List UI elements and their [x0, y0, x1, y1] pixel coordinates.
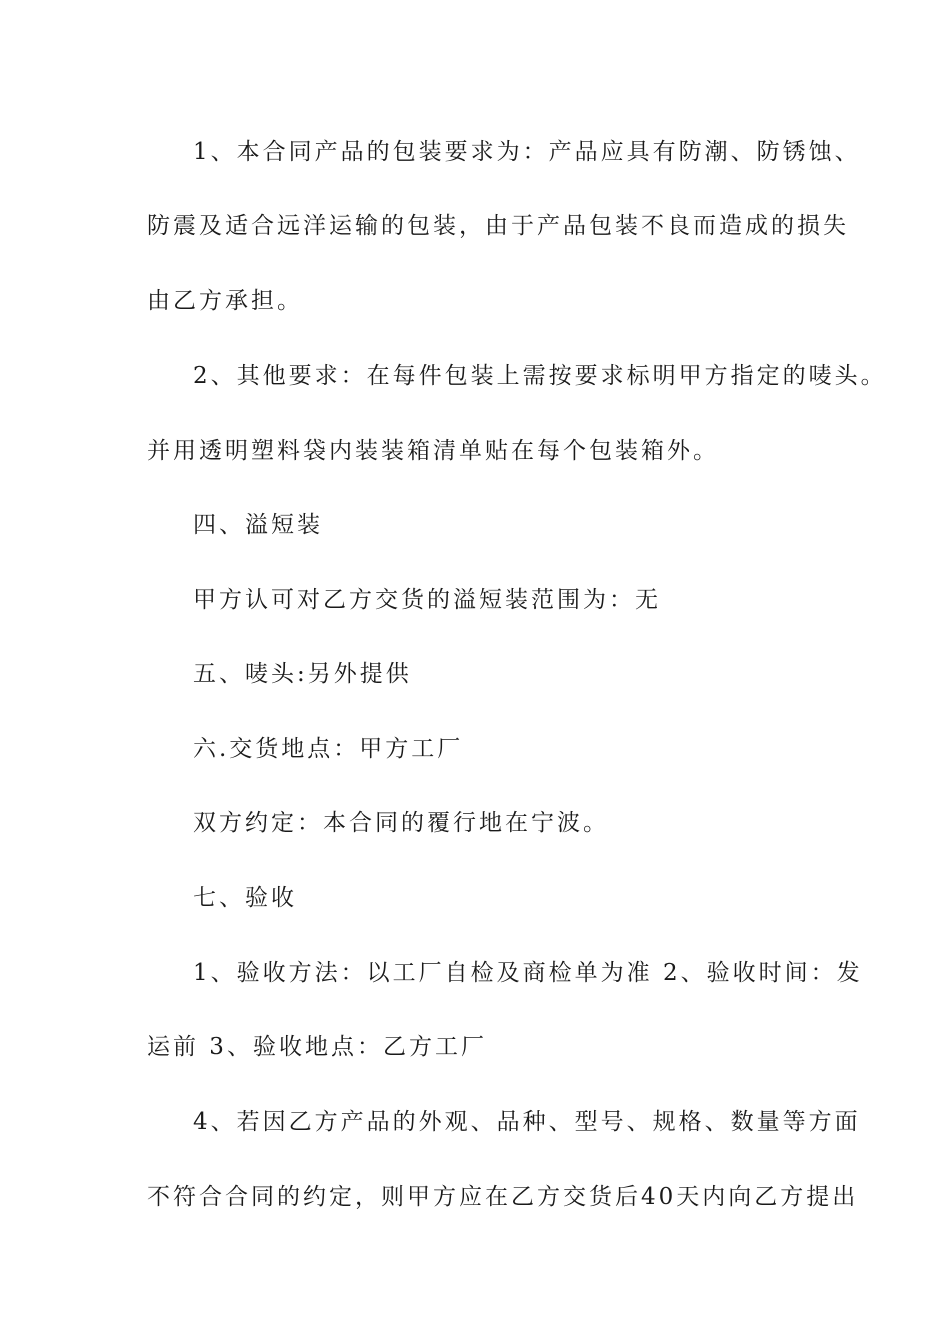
- paragraph-inspection-line-1: 1、验收方法：以工厂自检及商检单为准 2、验收时间：发: [193, 960, 863, 986]
- paragraph-packaging-line-3: 由乙方承担。: [147, 288, 303, 314]
- paragraph-nonconformity-line-2: 不符合合同的约定，则甲方应在乙方交货后40天内向乙方提出: [147, 1184, 859, 1210]
- paragraph-performance-place: 双方约定：本合同的覆行地在宁波。: [193, 810, 609, 836]
- section-heading-inspection: 七、验收: [193, 885, 297, 911]
- paragraph-packaging-line-1: 1、本合同产品的包装要求为：产品应具有防潮、防锈蚀、: [193, 139, 861, 165]
- section-heading-delivery-place: 六.交货地点：甲方工厂: [193, 736, 464, 762]
- paragraph-nonconformity-line-1: 4、若因乙方产品的外观、品种、型号、规格、数量等方面: [193, 1109, 861, 1135]
- paragraph-other-requirements-line-1: 2、其他要求：在每件包装上需按要求标明甲方指定的唛头。: [193, 363, 887, 389]
- paragraph-overage-range: 甲方认可对乙方交货的溢短装范围为：无: [193, 587, 661, 613]
- paragraph-packaging-line-2: 防震及适合远洋运输的包装，由于产品包装不良而造成的损失: [147, 213, 849, 239]
- paragraph-other-requirements-line-2: 并用透明塑料袋内装装箱清单贴在每个包装箱外。: [147, 438, 719, 464]
- paragraph-inspection-line-2: 运前 3、验收地点：乙方工厂: [147, 1034, 487, 1060]
- section-heading-marks: 五、唛头:另外提供: [193, 661, 412, 687]
- section-heading-overage: 四、溢短装: [193, 512, 323, 538]
